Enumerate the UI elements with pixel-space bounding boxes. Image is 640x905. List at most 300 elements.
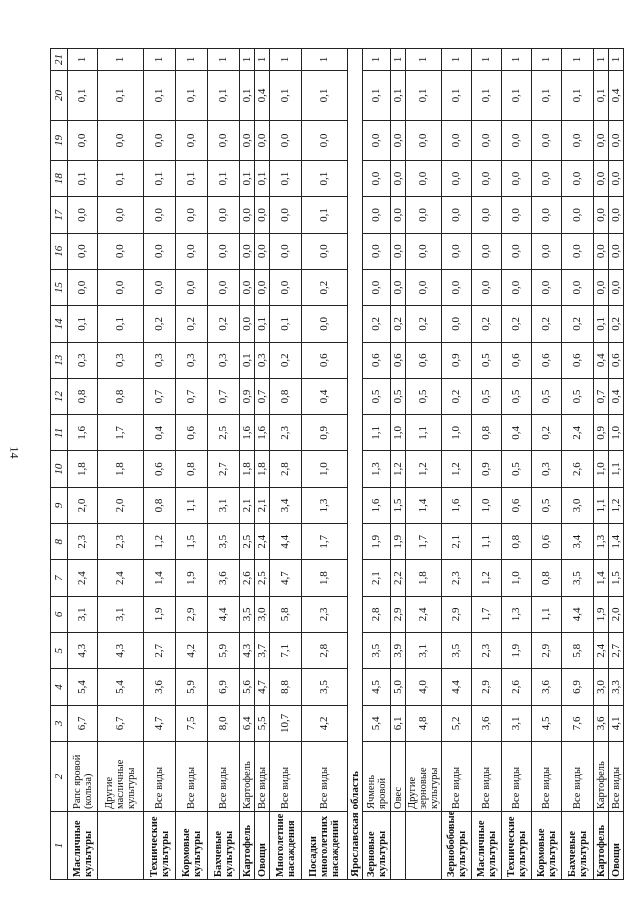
crop-type-cell: Все виды (208, 742, 240, 812)
value-cell: 2,4 (255, 524, 270, 560)
value-cell: 1,6 (255, 415, 270, 451)
value-cell: 0,0 (532, 121, 562, 161)
value-cell: 0,0 (255, 233, 270, 269)
crop-group-cell: Овощи (255, 812, 270, 880)
value-cell: 0,0 (363, 269, 391, 305)
value-cell: 0,8 (532, 560, 562, 596)
value-cell: 6,4 (240, 705, 255, 741)
value-cell: 0,2 (532, 306, 562, 342)
value-cell: 7,1 (270, 633, 302, 669)
value-cell: 0,4 (255, 71, 270, 121)
value-cell: 6,9 (208, 669, 240, 705)
value-cell: 3,1 (98, 596, 144, 632)
value-cell: 0,4 (609, 71, 624, 121)
value-cell: 0,0 (363, 197, 391, 233)
value-cell: 0,5 (502, 378, 532, 414)
data-table (50, 48, 624, 880)
value-cell: 3,0 (562, 487, 594, 523)
value-cell: 0,3 (208, 342, 240, 378)
crop-type-cell: Все виды (562, 742, 594, 812)
crop-group-cell: Технические культуры (502, 812, 532, 880)
value-cell: 1,4 (406, 487, 442, 523)
value-cell: 0,9 (472, 451, 502, 487)
value-cell: 1,8 (302, 560, 348, 596)
value-cell: 0,8 (98, 378, 144, 414)
table-row (302, 49, 348, 880)
value-cell: 0,0 (442, 197, 472, 233)
value-cell: 4,3 (68, 633, 98, 669)
value-cell: 1 (176, 49, 208, 71)
value-cell: 2,7 (208, 451, 240, 487)
value-cell: 2,1 (240, 487, 255, 523)
value-cell: 0,8 (144, 487, 176, 523)
crop-group-cell (98, 812, 144, 880)
value-cell: 0,0 (176, 197, 208, 233)
value-cell: 0,0 (176, 121, 208, 161)
value-cell: 0,6 (176, 415, 208, 451)
value-cell: 4,3 (98, 633, 144, 669)
value-cell: 0,0 (255, 121, 270, 161)
value-cell: 2,6 (502, 669, 532, 705)
region-label: Ярославская область (348, 49, 363, 880)
value-cell: 2,9 (176, 596, 208, 632)
value-cell: 0,6 (609, 342, 624, 378)
value-cell: 0,0 (208, 197, 240, 233)
value-cell: 3,0 (594, 669, 609, 705)
value-cell: 3,7 (255, 633, 270, 669)
value-cell: 0,3 (532, 451, 562, 487)
value-cell: 3,5 (442, 633, 472, 669)
value-cell: 2,5 (240, 524, 255, 560)
value-cell: 6,7 (68, 705, 98, 741)
value-cell: 0,0 (255, 197, 270, 233)
value-cell: 0,0 (144, 121, 176, 161)
value-cell: 0,6 (532, 342, 562, 378)
value-cell: 0,0 (442, 269, 472, 305)
column-header: 7 (51, 560, 68, 596)
value-cell: 0,2 (532, 415, 562, 451)
value-cell: 0,6 (532, 524, 562, 560)
value-cell: 6,9 (562, 669, 594, 705)
value-cell: 0,0 (176, 233, 208, 269)
value-cell: 0,0 (208, 233, 240, 269)
value-cell: 0,1 (98, 161, 144, 197)
value-cell: 0,0 (594, 197, 609, 233)
value-cell: 0,2 (144, 306, 176, 342)
value-cell: 0,2 (442, 378, 472, 414)
value-cell: 0,7 (144, 378, 176, 414)
value-cell: 0,0 (391, 269, 406, 305)
value-cell: 0,1 (208, 71, 240, 121)
column-header: 14 (51, 306, 68, 342)
value-cell: 0,1 (594, 306, 609, 342)
value-cell: 1,9 (363, 524, 391, 560)
value-cell: 0,0 (594, 269, 609, 305)
value-cell: 0,1 (208, 161, 240, 197)
value-cell: 0,1 (255, 306, 270, 342)
value-cell: 1,8 (406, 560, 442, 596)
crop-group-cell: Посадки многолетних насаждений (302, 812, 348, 880)
crop-type-cell: Все виды (176, 742, 208, 812)
value-cell: 2,3 (442, 560, 472, 596)
value-cell: 0,0 (562, 161, 594, 197)
value-cell: 1,4 (609, 524, 624, 560)
value-cell: 2,4 (98, 560, 144, 596)
value-cell: 0,0 (98, 269, 144, 305)
value-cell: 0,2 (472, 306, 502, 342)
value-cell: 1,4 (594, 560, 609, 596)
value-cell: 0,5 (562, 378, 594, 414)
value-cell: 2,3 (472, 633, 502, 669)
value-cell: 0,1 (270, 306, 302, 342)
value-cell: 0,1 (68, 71, 98, 121)
value-cell: 1 (472, 49, 502, 71)
value-cell: 1 (594, 49, 609, 71)
table-row (532, 49, 562, 880)
value-cell: 1,1 (176, 487, 208, 523)
value-cell: 0,0 (240, 233, 255, 269)
table-row (270, 49, 302, 880)
value-cell: 1,3 (502, 596, 532, 632)
value-cell: 0,1 (240, 161, 255, 197)
table-row (176, 49, 208, 880)
value-cell: 4,0 (406, 669, 442, 705)
value-cell: 0,4 (594, 342, 609, 378)
value-cell: 0,0 (442, 121, 472, 161)
crop-type-cell: Все виды (502, 742, 532, 812)
value-cell: 2,0 (609, 596, 624, 632)
value-cell: 1 (609, 49, 624, 71)
value-cell: 1,6 (442, 487, 472, 523)
value-cell: 0,0 (502, 269, 532, 305)
value-cell: 0,4 (502, 415, 532, 451)
crop-type-cell: Все виды (255, 742, 270, 812)
value-cell: 0,0 (442, 233, 472, 269)
value-cell: 0,9 (442, 342, 472, 378)
crop-type-cell: Все виды (144, 742, 176, 812)
value-cell: 4,2 (302, 705, 348, 741)
value-cell: 1,7 (406, 524, 442, 560)
value-cell: 0,1 (302, 161, 348, 197)
crop-type-cell: Другие зерновые культуры (406, 742, 442, 812)
value-cell: 1 (406, 49, 442, 71)
value-cell: 0,0 (594, 161, 609, 197)
rotated-page (50, 48, 640, 880)
value-cell: 1,0 (391, 415, 406, 451)
crop-group-cell: Овощи (609, 812, 624, 880)
value-cell: 0,6 (302, 342, 348, 378)
value-cell: 1 (363, 49, 391, 71)
value-cell: 3,6 (532, 669, 562, 705)
value-cell: 5,4 (98, 669, 144, 705)
value-cell: 0,2 (406, 306, 442, 342)
value-cell: 2,1 (442, 524, 472, 560)
value-cell: 0,0 (363, 233, 391, 269)
value-cell: 4,4 (208, 596, 240, 632)
column-header: 20 (51, 71, 68, 121)
table-row (255, 49, 270, 880)
value-cell: 0,0 (270, 269, 302, 305)
table-row (594, 49, 609, 880)
value-cell: 0,0 (144, 269, 176, 305)
value-cell: 0,1 (270, 71, 302, 121)
value-cell: 5,8 (562, 633, 594, 669)
crop-group-cell: Многолетние насаждения (270, 812, 302, 880)
value-cell: 0,0 (270, 233, 302, 269)
value-cell: 0,1 (176, 71, 208, 121)
value-cell: 0,1 (502, 71, 532, 121)
value-cell: 1,2 (609, 487, 624, 523)
value-cell: 0,7 (594, 378, 609, 414)
value-cell: 8,0 (208, 705, 240, 741)
value-cell: 0,5 (472, 378, 502, 414)
value-cell: 0,0 (391, 121, 406, 161)
value-cell: 5,9 (176, 669, 208, 705)
table-body (68, 49, 624, 880)
value-cell: 0,1 (270, 161, 302, 197)
value-cell: 0,1 (562, 71, 594, 121)
value-cell: 1,1 (406, 415, 442, 451)
value-cell: 1 (255, 49, 270, 71)
value-cell: 0,0 (208, 121, 240, 161)
value-cell: 3,1 (208, 487, 240, 523)
value-cell: 5,8 (270, 596, 302, 632)
crop-group-cell: Кормовые культуры (532, 812, 562, 880)
value-cell: 0,8 (270, 378, 302, 414)
column-header: 15 (51, 269, 68, 305)
value-cell: 0,3 (68, 342, 98, 378)
value-cell: 3,9 (391, 633, 406, 669)
crop-type-cell: Все виды (609, 742, 624, 812)
value-cell: 0,1 (98, 306, 144, 342)
value-cell: 0,0 (98, 121, 144, 161)
value-cell: 0,0 (240, 306, 255, 342)
value-cell: 0,9 (302, 415, 348, 451)
table-head (51, 49, 68, 880)
value-cell: 0,0 (98, 233, 144, 269)
value-cell: 0,0 (532, 197, 562, 233)
value-cell: 2,4 (594, 633, 609, 669)
crop-group-cell: Кормовые культуры (176, 812, 208, 880)
value-cell: 0,6 (363, 342, 391, 378)
value-cell: 1,1 (472, 524, 502, 560)
column-header: 10 (51, 451, 68, 487)
value-cell: 1,3 (302, 487, 348, 523)
value-cell: 0,0 (609, 197, 624, 233)
value-cell: 6,7 (98, 705, 144, 741)
value-cell: 1 (144, 49, 176, 71)
value-cell: 0,0 (176, 269, 208, 305)
value-cell: 0,0 (68, 233, 98, 269)
value-cell: 1,0 (594, 451, 609, 487)
value-cell: 0,1 (406, 71, 442, 121)
value-cell: 2,8 (302, 633, 348, 669)
value-cell: 2,7 (609, 633, 624, 669)
value-cell: 0,0 (472, 233, 502, 269)
value-cell: 0,6 (406, 342, 442, 378)
value-cell: 6,1 (391, 705, 406, 741)
value-cell: 4,7 (144, 705, 176, 741)
value-cell: 2,4 (406, 596, 442, 632)
crop-group-cell: Технические культуры (144, 812, 176, 880)
value-cell: 1 (208, 49, 240, 71)
value-cell: 0,7 (208, 378, 240, 414)
column-header: 4 (51, 669, 68, 705)
value-cell: 0,6 (562, 342, 594, 378)
value-cell: 1 (240, 49, 255, 71)
value-cell: 0,0 (68, 197, 98, 233)
value-cell: 2,3 (302, 596, 348, 632)
value-cell: 2,7 (144, 633, 176, 669)
value-cell: 0,3 (144, 342, 176, 378)
value-cell: 8,8 (270, 669, 302, 705)
value-cell: 2,3 (68, 524, 98, 560)
value-cell: 5,4 (68, 669, 98, 705)
value-cell: 0,5 (532, 378, 562, 414)
value-cell: 2,3 (98, 524, 144, 560)
column-header: 11 (51, 415, 68, 451)
value-cell: 0,0 (472, 121, 502, 161)
value-cell: 0,0 (363, 121, 391, 161)
value-cell: 1,9 (502, 633, 532, 669)
value-cell: 0,6 (502, 342, 532, 378)
value-cell: 1,7 (472, 596, 502, 632)
crop-group-cell: Масличные культуры (68, 812, 98, 880)
crop-group-cell: Картофель (594, 812, 609, 880)
value-cell: 0,0 (609, 233, 624, 269)
crop-type-cell: Овес (391, 742, 406, 812)
value-cell: 4,4 (442, 669, 472, 705)
value-cell: 0,0 (406, 269, 442, 305)
table-row (144, 49, 176, 880)
value-cell: 1,8 (240, 451, 255, 487)
value-cell: 0,0 (502, 121, 532, 161)
value-cell: 0,0 (240, 121, 255, 161)
value-cell: 2,6 (240, 560, 255, 596)
value-cell: 4,1 (609, 705, 624, 741)
value-cell: 1,1 (609, 451, 624, 487)
value-cell: 3,6 (472, 705, 502, 741)
value-cell: 0,7 (176, 378, 208, 414)
value-cell: 0,2 (363, 306, 391, 342)
value-cell: 0,2 (562, 306, 594, 342)
value-cell: 7,5 (176, 705, 208, 741)
value-cell: 7,6 (562, 705, 594, 741)
value-cell: 1,8 (255, 451, 270, 487)
value-cell: 0,0 (406, 161, 442, 197)
value-cell: 1,6 (240, 415, 255, 451)
value-cell: 5,5 (255, 705, 270, 741)
value-cell: 0,5 (502, 451, 532, 487)
value-cell: 1,0 (302, 451, 348, 487)
value-cell: 0,6 (391, 342, 406, 378)
value-cell: 1,0 (442, 415, 472, 451)
value-cell: 0,0 (68, 121, 98, 161)
value-cell: 0,3 (255, 342, 270, 378)
value-cell: 1 (391, 49, 406, 71)
value-cell: 2,5 (255, 560, 270, 596)
column-header: 16 (51, 233, 68, 269)
table-row (98, 49, 144, 880)
value-cell: 0,1 (594, 71, 609, 121)
value-cell: 1,6 (363, 487, 391, 523)
value-cell: 1,1 (363, 415, 391, 451)
value-cell: 0,0 (391, 161, 406, 197)
column-header: 3 (51, 705, 68, 741)
column-header: 17 (51, 197, 68, 233)
value-cell: 0,1 (240, 342, 255, 378)
crop-group-cell: Зернобобовые культуры (442, 812, 472, 880)
value-cell: 5,6 (240, 669, 255, 705)
value-cell: 2,1 (255, 487, 270, 523)
value-cell: 1,1 (594, 487, 609, 523)
column-header: 1 (51, 812, 68, 880)
value-cell: 0,0 (442, 306, 472, 342)
table-row (472, 49, 502, 880)
value-cell: 2,3 (270, 415, 302, 451)
value-cell: 0,0 (270, 121, 302, 161)
value-cell: 0,0 (594, 233, 609, 269)
crop-group-cell: Масличные культуры (472, 812, 502, 880)
value-cell: 0,7 (255, 378, 270, 414)
value-cell: 2,6 (562, 451, 594, 487)
value-cell: 5,2 (442, 705, 472, 741)
value-cell: 1 (98, 49, 144, 71)
value-cell: 0,0 (594, 121, 609, 161)
value-cell: 1,8 (98, 451, 144, 487)
value-cell: 0,1 (144, 161, 176, 197)
column-header: 2 (51, 742, 68, 812)
value-cell: 0,3 (98, 342, 144, 378)
value-cell: 0,0 (302, 306, 348, 342)
value-cell: 4,8 (406, 705, 442, 741)
value-cell: 0,5 (472, 342, 502, 378)
value-cell: 3,4 (562, 524, 594, 560)
value-cell: 1 (562, 49, 594, 71)
value-cell: 0,0 (562, 233, 594, 269)
value-cell: 3,5 (302, 669, 348, 705)
value-cell: 2,9 (532, 633, 562, 669)
value-cell: 1,8 (68, 451, 98, 487)
crop-group-cell (391, 812, 406, 880)
value-cell: 0,8 (472, 415, 502, 451)
value-cell: 5,0 (391, 669, 406, 705)
value-cell: 2,8 (363, 596, 391, 632)
value-cell: 0,2 (391, 306, 406, 342)
value-cell: 4,2 (176, 633, 208, 669)
value-cell: 1 (532, 49, 562, 71)
value-cell: 0,0 (406, 197, 442, 233)
crop-type-cell: Все виды (302, 742, 348, 812)
value-cell: 2,8 (270, 451, 302, 487)
value-cell: 2,2 (391, 560, 406, 596)
column-header: 13 (51, 342, 68, 378)
table-row (502, 49, 532, 880)
table-row (363, 49, 391, 880)
value-cell: 3,6 (208, 560, 240, 596)
value-cell: 3,0 (255, 596, 270, 632)
value-cell: 0,2 (176, 306, 208, 342)
value-cell: 0,3 (176, 342, 208, 378)
crop-type-cell: Все виды (472, 742, 502, 812)
value-cell: 0,0 (391, 233, 406, 269)
value-cell: 3,1 (68, 596, 98, 632)
value-cell: 0,0 (255, 269, 270, 305)
value-cell: 0,0 (240, 197, 255, 233)
value-cell: 0,0 (562, 269, 594, 305)
value-cell: 1,2 (391, 451, 406, 487)
value-cell: 0,8 (176, 451, 208, 487)
